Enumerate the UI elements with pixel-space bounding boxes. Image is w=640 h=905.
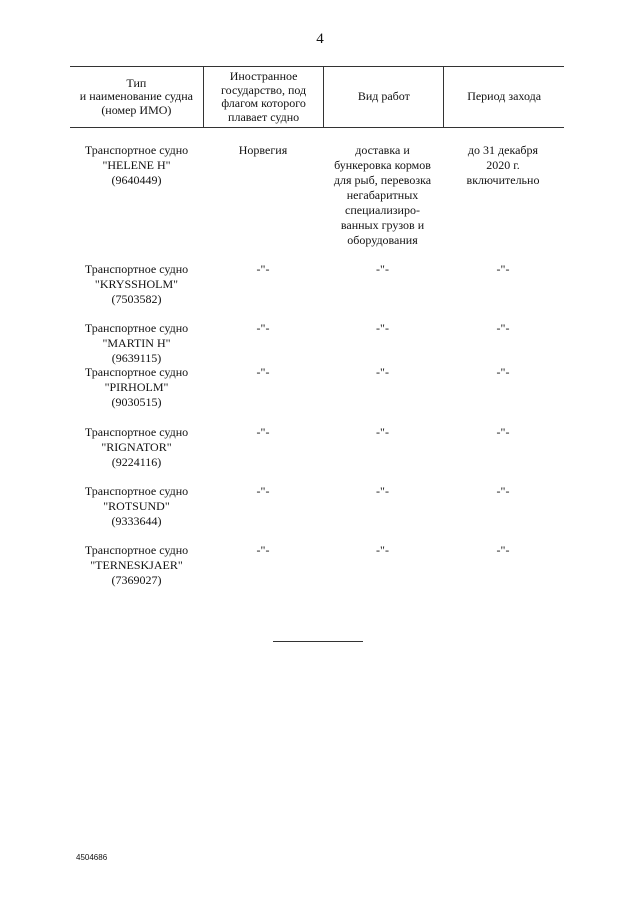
flag-state-cell [203, 262, 323, 277]
cell-text-line: оборудования [347, 233, 418, 247]
work-type-cell [323, 484, 442, 499]
cell-text-line: негабаритных [346, 188, 419, 202]
cell-text-line: (9333644) [111, 514, 162, 528]
cell-text-line: Транспортное судно [84, 143, 189, 157]
entry-period-cell [442, 321, 564, 336]
cell-text-line: "RIGNATOR" [101, 440, 172, 454]
header-work-type [323, 67, 443, 127]
cell-text-line: (7369027) [111, 573, 162, 587]
cell-text-line: доставка и [355, 143, 410, 157]
cell-text-line: -"- [376, 543, 389, 557]
entry-period-cell [442, 425, 564, 440]
cell-text-line: -"- [256, 321, 270, 335]
vessel-cell [70, 543, 203, 588]
cell-text-line: -"- [496, 262, 510, 276]
header-text-line: флагом которого [221, 96, 306, 110]
cell-text-line: -"- [496, 425, 510, 439]
cell-text-line: (7503582) [111, 292, 162, 306]
cell-text-line: Транспортное судно [84, 543, 189, 557]
header-vessel-type [70, 67, 203, 127]
entry-period-cell [442, 143, 564, 188]
cell-text-line: "HELENE H" [102, 158, 171, 172]
work-type-cell [323, 425, 442, 440]
cell-text-line: бункеровка кормов [334, 158, 431, 172]
vessel-cell [70, 262, 203, 307]
header-text-line: Вид работ [357, 89, 410, 104]
cell-text-line: -"- [376, 425, 389, 439]
header-text-line: (номер ИМО) [101, 102, 172, 117]
cell-text-line: "ROTSUND" [103, 499, 170, 513]
table-header [70, 66, 564, 128]
vessel-cell [70, 321, 203, 366]
work-type-cell [323, 365, 442, 380]
cell-text-line: (9030515) [111, 395, 162, 409]
vessel-table [70, 66, 564, 587]
cell-text-line: -"- [376, 321, 389, 335]
entry-period-cell [442, 484, 564, 499]
document-code: 4504686 [76, 853, 108, 862]
cell-text-line: (9640449) [111, 173, 162, 187]
cell-text-line: "KRYSSHOLM" [94, 277, 179, 291]
cell-text-line: -"- [496, 484, 510, 498]
cell-text-line: Транспортное судно [84, 484, 189, 498]
cell-text-line: -"- [376, 365, 389, 379]
cell-text-line: -"- [256, 262, 270, 276]
cell-text-line: Транспортное судно [84, 365, 189, 379]
cell-text-line: "TERNESKJAER" [90, 558, 183, 572]
cell-text-line: специализиро- [345, 203, 420, 217]
header-text-line: государство, под [221, 82, 307, 97]
flag-state-cell [203, 365, 323, 380]
work-type-cell [323, 543, 442, 558]
entry-period-cell [442, 365, 564, 380]
cell-text-line: -"- [496, 321, 510, 335]
cell-text-line: -"- [256, 484, 270, 498]
cell-text-line: "MARTIN H" [102, 336, 171, 350]
end-divider [273, 641, 363, 642]
header-text-line: Иностранное [229, 69, 298, 83]
cell-text-line: (9639115) [111, 351, 162, 365]
work-type-cell [323, 143, 442, 248]
cell-text-line: -"- [496, 365, 510, 379]
entry-period-cell [442, 543, 564, 558]
vessel-cell [70, 425, 203, 470]
cell-text-line: для рыб, перевозка [333, 173, 432, 187]
flag-state-cell [203, 143, 323, 158]
cell-text-line: -"- [256, 543, 270, 557]
entry-period-cell [442, 262, 564, 277]
cell-text-line: -"- [376, 484, 389, 498]
cell-text-line: включительно [466, 173, 540, 187]
page-number: 4 [316, 31, 324, 47]
work-type-cell [323, 262, 442, 277]
header-text-line: Период захода [467, 89, 542, 104]
cell-text-line: Транспортное судно [84, 321, 189, 335]
header-text-line: Тип [126, 75, 147, 90]
flag-state-cell [203, 321, 323, 336]
cell-text-line: -"- [496, 543, 510, 557]
work-type-cell [323, 321, 442, 336]
header-text-line: плавает судно [228, 109, 300, 124]
cell-text-line: Норвегия [238, 143, 288, 157]
vessel-cell [70, 365, 203, 410]
cell-text-line: 2020 г. [486, 158, 520, 172]
flag-state-cell [203, 425, 323, 440]
cell-text-line: Транспортное судно [84, 262, 189, 276]
cell-text-line: Транспортное судно [84, 425, 189, 439]
header-text-line: и наименование судна [79, 89, 193, 104]
header-entry-period [443, 67, 564, 127]
cell-text-line: -"- [376, 262, 389, 276]
vessel-cell [70, 484, 203, 529]
cell-text-line: (9224116) [111, 455, 162, 469]
header-flag-state [203, 67, 324, 127]
flag-state-cell [203, 543, 323, 558]
cell-text-line: -"- [256, 425, 270, 439]
cell-text-line: "PIRHOLM" [104, 380, 169, 394]
vessel-cell [70, 143, 203, 188]
flag-state-cell [203, 484, 323, 499]
cell-text-line: -"- [256, 365, 270, 379]
cell-text-line: ванных грузов и [340, 218, 425, 232]
cell-text-line: до 31 декабря [467, 143, 539, 157]
